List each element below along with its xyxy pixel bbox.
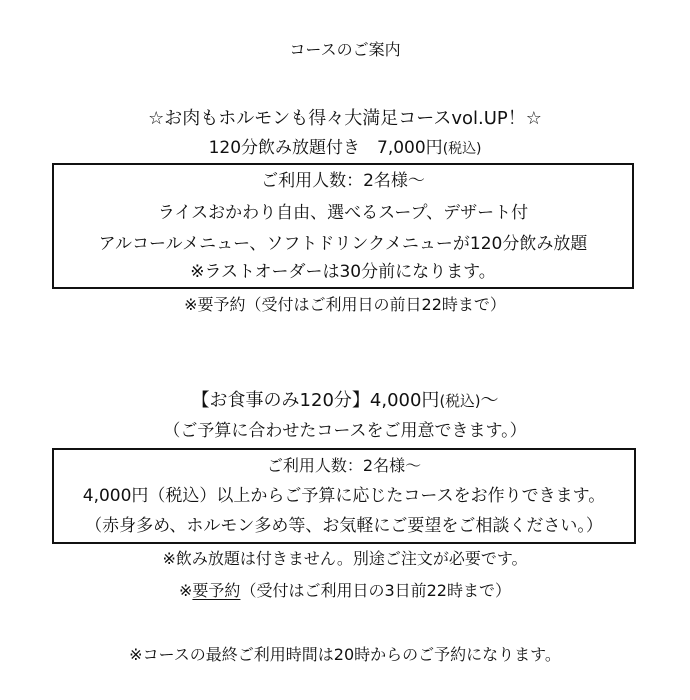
course1-price-tax: (税込)	[442, 141, 482, 157]
course1-price	[0, 140, 690, 157]
course1-details-box	[52, 163, 634, 289]
course2-drink-note: ※飲み放題は付きません。別途ご注文が必要です。	[162, 549, 528, 568]
course2-detail-guests: ご利用人数：2名様～	[266, 456, 422, 475]
course1-detail-included: ライスおかわり自由、選べるスープ、デザート付	[157, 203, 529, 223]
course2-detail-budget: 4,000円（税込）以上からご予算に応じたコースをお作りできます。	[82, 486, 606, 506]
course2-reservation-required: 要予約	[192, 581, 241, 600]
page-title: コースのご案内	[289, 40, 401, 59]
course1-title: ☆お肉もホルモンも得々大満足コースvol.UP！☆	[148, 108, 542, 129]
course2-subtitle: （ご予算に合わせたコースをご用意できます。）	[163, 421, 527, 441]
course2-title-tax: (税込)	[439, 393, 481, 410]
course2-title-main: 【お食事のみ120分】4,000円	[191, 390, 440, 411]
course1-reservation-note: ※要予約（受付はご利用日の前日22時まで）	[184, 295, 506, 314]
footer-note: ※コースの最終ご利用時間は20時からのご予約になります。	[129, 645, 561, 664]
course2-title	[0, 392, 690, 410]
course2-reservation-deadline: （受付はご利用日の3日前22時まで）	[240, 581, 511, 600]
course2-detail-requests: （赤身多め、ホルモン多め等、お気軽にご要望をご相談ください。）	[85, 516, 603, 536]
course1-detail-guests: ご利用人数：2名様～	[261, 171, 425, 191]
course2-reservation-note	[0, 583, 690, 599]
course1-price-main: 120分飲み放題付き 7,000円	[208, 138, 443, 158]
course2-reservation-prefix: ※	[179, 581, 193, 600]
course2-title-tail: ～	[480, 390, 499, 411]
course1-detail-drinks: アルコールメニュー、ソフトドリンクメニューが120分飲み放題	[98, 234, 588, 254]
course1-detail-last-order: ※ラストオーダーは30分前になります。	[190, 262, 496, 282]
course2-details-box	[52, 448, 636, 544]
